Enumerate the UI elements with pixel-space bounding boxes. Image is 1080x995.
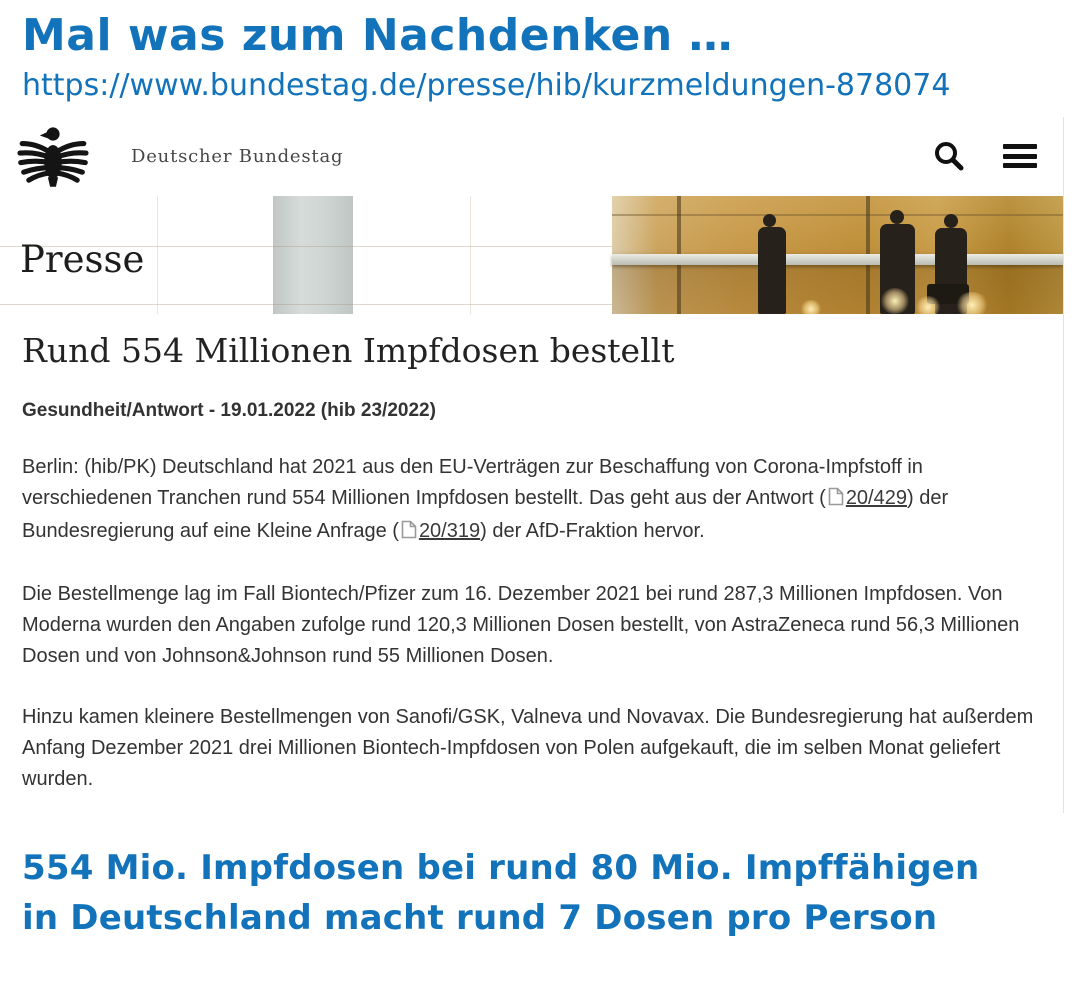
document-icon: [828, 485, 844, 516]
document-link-20-319[interactable]: 20/319: [418, 520, 481, 543]
article-meta: Gesundheit/Antwort - 19.01.2022 (hib 23/2022): [22, 400, 436, 422]
bundestag-eagle-logo[interactable]: [15, 123, 91, 189]
document-link-20-429[interactable]: 20/429: [845, 487, 907, 510]
article-title: Rund 554 Millionen Impfdosen bestellt: [22, 330, 675, 370]
hamburger-icon: [1003, 144, 1037, 168]
article-paragraph-2: Die Bestellmenge lag im Fall Biontech/Pfizer zum 16. Dezember 2021 bei rund 287,3 Millionen Impfdosen. Von Moderna wurden den Angaben zufolge rund 120,3 Millionen Dosen bestellt, von AstraZeneca rund 56,3 Millionen Dosen und von Johnson&Johnson rund 55 Millionen Dosen.: [22, 583, 1020, 668]
document-icon: [401, 518, 417, 549]
bundestag-site-screenshot: [0, 117, 1064, 813]
annotation-conclusion: [0, 813, 1080, 943]
presse-banner-image: [0, 196, 1063, 314]
banner-title: Presse: [20, 237, 145, 281]
article-paragraph-3: Hinzu kamen kleinere Bestellmengen von Sanofi/GSK, Valneva und Novavax. Die Bundesregierung hat außerdem Anfang Dezember 2021 drei Millionen Biontech-Impfdosen von Polen aufgekauft, die im selben Monat geliefert wurden.: [22, 706, 1034, 791]
site-header: [0, 117, 1063, 196]
person-silhouette: [763, 214, 776, 227]
search-button[interactable]: [932, 140, 965, 173]
banner-column: [273, 196, 353, 314]
article-paragraph-1: Berlin: (hib/PK) Deutschland hat 2021 aus den EU-Verträgen zur Beschaffung von Corona-Impfstoff in verschiedenen Tranchen rund 554 Millionen Impfdosen bestellt. Das geht aus der Antwort ( 20/429) der Bundesregierung auf eine Kleine Anfrage ( 20/319) der AfD-Fraktion hervor.: [22, 452, 1038, 549]
search-icon: [932, 140, 965, 173]
conclusion-line-2: in Deutschland macht rund 7 Dosen pro Person: [22, 898, 938, 939]
annotation-header: [0, 0, 1080, 104]
site-brand[interactable]: Deutscher Bundestag: [131, 145, 344, 167]
conclusion-line-1: 554 Mio. Impfdosen bei rund 80 Mio. Impffähigen: [22, 848, 980, 889]
annotation-heading: Mal was zum Nachdenken …: [22, 10, 733, 61]
person-silhouette: [890, 210, 904, 224]
article: [0, 314, 1063, 813]
menu-button[interactable]: [1003, 144, 1037, 168]
source-url-link[interactable]: https://www.bundestag.de/presse/hib/kurzmeldungen-878074: [22, 68, 951, 104]
person-silhouette: [944, 214, 958, 228]
